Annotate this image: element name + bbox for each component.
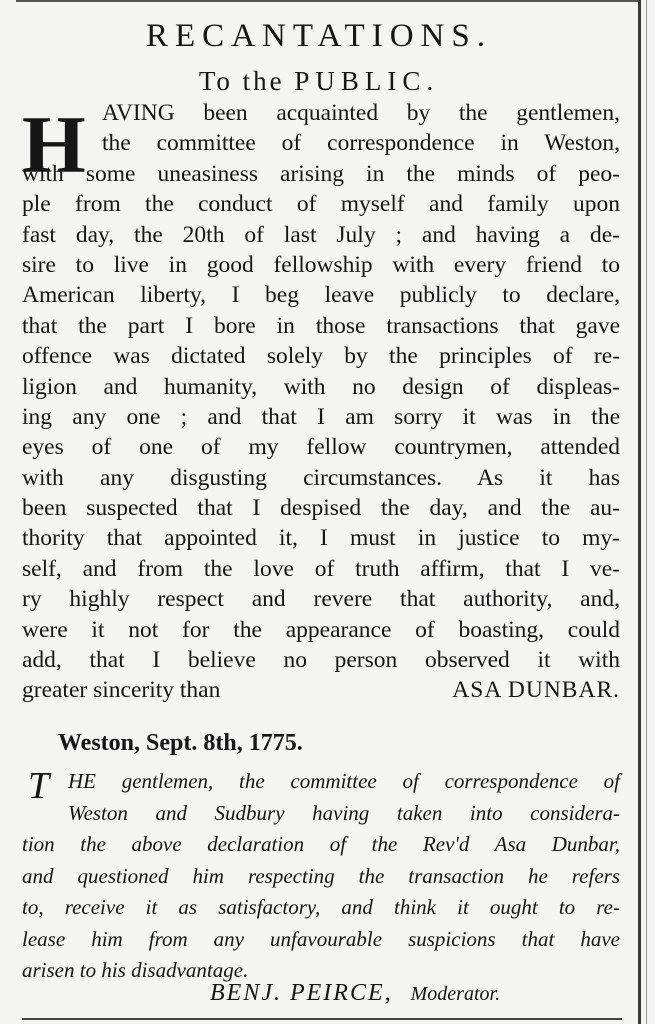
letter-line: fast day, the 20th of last July ; and having a de-: [22, 221, 620, 248]
letter-line: with some uneasiness arising in the minds of peo-: [22, 160, 620, 187]
reply-line: lease him from any unfavourable suspicions that have: [22, 926, 620, 951]
letter-line: ple from the conduct of myself and family upon: [22, 191, 620, 218]
letter-line: thority that appointed it, I must in justice to my-: [22, 525, 620, 552]
top-rule: [16, 0, 638, 2]
letter-line: ing any one ; and that I am sorry it was in the: [22, 403, 620, 430]
letter-line: self, and from the love of truth affirm, that I ve-: [22, 555, 620, 582]
letter-line: American liberty, I beg leave publicly to declare,: [22, 282, 620, 309]
closing-text: greater sincerity than: [22, 677, 221, 704]
letter-line: ry highly respect and revere that authority, and,: [22, 586, 620, 613]
reply-line: to, receive it as satisfactory, and think it ought to re-: [22, 895, 620, 919]
salutation: [0, 66, 638, 97]
reply-line: arisen to his disadvantage.: [22, 958, 249, 982]
reply-cap: T: [28, 765, 50, 807]
section-heading: RECANTATIONS.: [146, 18, 492, 54]
letter-line: been suspected that I despised the day, and the au-: [22, 495, 620, 522]
salutation-public: PUBLIC.: [294, 66, 440, 96]
reply-line: Weston and Sudbury having taken into considera-: [68, 800, 620, 825]
bottom-rule: [22, 1018, 622, 1020]
committee-reply: [22, 766, 620, 987]
moderator-name: BENJ. PEIRCE,: [210, 980, 393, 1006]
letter-line: AVING been acquainted by the gentlemen,: [102, 100, 620, 126]
letter-line: ligion and humanity, with no design of displeas-: [22, 373, 620, 400]
moderator-role: Moderator.: [410, 983, 501, 1005]
letter-line: sire to live in good fellowship with every friend to: [22, 251, 620, 278]
letter-line: add, that I believe no person observed it with: [22, 647, 620, 674]
letter-signature: ASA DUNBAR.: [452, 677, 620, 704]
letter-line: were it not for the appearance of boasting, could: [22, 616, 620, 643]
letter-line: offence was dictated solely by the principles of re-: [22, 343, 620, 370]
letter-line: that the part I bore in those transactions that gave: [22, 312, 620, 339]
moderator-signature: [210, 980, 590, 1007]
letter-line: eyes of one of my fellow countrymen, attended: [22, 434, 620, 461]
reply-line: tion the above declaration of the Rev'd Asa Dunbar,: [22, 832, 620, 856]
dateline: Weston, Sept. 8th, 1775.: [58, 730, 303, 756]
letter-line: with any disgusting circumstances. As it has: [22, 464, 620, 491]
salutation-to: To the: [198, 66, 285, 96]
letter-body: [22, 98, 620, 706]
letter-line: the committee of correspondence in Weston,: [102, 130, 620, 157]
column-rule-secondary: [646, 0, 647, 1024]
reply-line: and questioned him respecting the transaction he refers: [22, 863, 620, 888]
reply-line: HE gentlemen, the committee of correspondence of: [68, 769, 620, 793]
column-rule: [638, 0, 641, 1024]
drop-cap: H: [22, 99, 86, 190]
letter-closing-line: [22, 675, 620, 705]
